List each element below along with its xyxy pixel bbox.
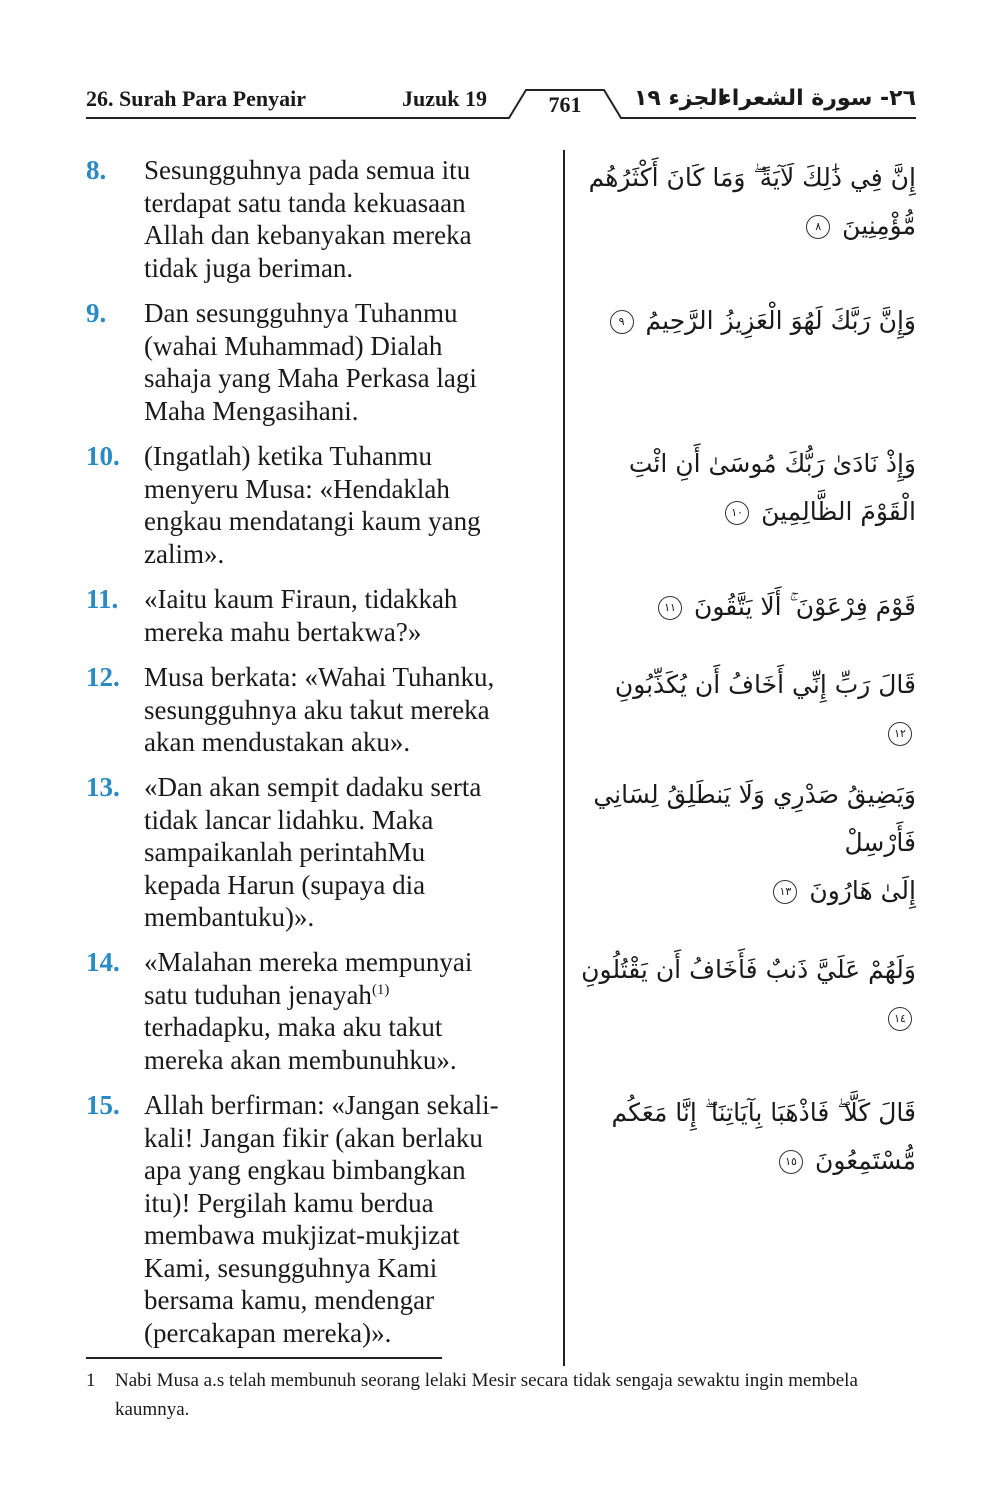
translation-line: kepada Harun (supaya dia — [144, 869, 426, 900]
arabic-line: وَإِنَّ رَبَّكَ لَهُوَ الْعَزِيزُ الرَّحِيمُ — [645, 306, 916, 335]
translation-line: (percakapan mereka)». — [144, 1317, 392, 1348]
verse-end-marker: ١٣ — [773, 880, 797, 904]
translation-line: Kami, sesungguhnya Kami — [144, 1252, 438, 1283]
verse-translation — [144, 440, 549, 570]
verse-arabic — [581, 661, 916, 757]
verse-number: 14. — [86, 947, 120, 977]
translation-line: sesungguhnya aku takut mereka — [144, 694, 490, 725]
translation-line: zalim». — [144, 538, 225, 569]
verse-arabic — [581, 440, 916, 536]
translation-line: Allah berfirman: «Jangan sekali- — [144, 1090, 499, 1120]
verse-arabic — [581, 1089, 916, 1185]
arabic-line: إِلَىٰ هَارُونَ — [809, 876, 916, 905]
translation-line: mereka akan membunuhku». — [144, 1044, 457, 1075]
translation-line: sahaja yang Maha Perkasa lagi — [144, 363, 477, 393]
verse-arabic — [581, 583, 916, 631]
translation-line: mereka mahu bertakwa?» — [144, 616, 422, 647]
translation-line: apa yang engkau bimbangkan — [144, 1155, 466, 1185]
surah-title: 26. Surah Para Penyair — [86, 86, 306, 111]
translation-line: menyeru Musa: «Hendaklah — [144, 473, 450, 504]
translation-line: «Malahan mereka mempunyai — [144, 947, 473, 977]
footnote-number: 1 — [86, 1370, 96, 1391]
verse-end-marker: ١٠ — [725, 501, 749, 525]
translation-line: satu tuduhan jenayah — [144, 979, 372, 1010]
verse-translation — [144, 661, 549, 759]
translation-line: terhadapku, maka aku takut — [144, 1012, 443, 1042]
translation-line: Maha Mengasihani. — [144, 395, 359, 426]
verse-end-marker: ١٤ — [888, 1007, 912, 1031]
verse-arabic — [581, 771, 916, 915]
translation-line: itu)! Pergilah kamu berdua — [144, 1187, 434, 1218]
verse-number: 15. — [86, 1090, 120, 1120]
translation-line: Allah dan kebanyakan mereka — [144, 220, 472, 250]
translation-line: (Ingatlah) ketika Tuhanmu — [144, 441, 432, 471]
translation-line: Sesungguhnya pada semua itu — [144, 155, 471, 185]
translation-line: kali! Jangan fikir (akan berlaku — [144, 1122, 483, 1153]
juz-label-arabic: الجزء ١٩ — [634, 86, 726, 111]
arabic-line: قَوْمَ فِرْعَوْنَ ۚ أَلَا يَتَّقُونَ — [694, 592, 916, 621]
translation-line: Dan sesungguhnya Tuhanmu — [144, 298, 458, 328]
translation-line: tidak juga beriman. — [144, 252, 354, 283]
translation-line: tidak lancar lidahku. Maka — [144, 804, 434, 835]
translation-line: engkau mendatangi kaum yang — [144, 506, 481, 536]
footnote-text: Nabi Musa a.s telah membunuh seorang lelaki Mesir secara tidak sengaja sewaktu ingin membela kaumnya. — [115, 1370, 858, 1420]
verse-arabic — [581, 946, 916, 1042]
verse-translation — [144, 154, 549, 284]
verse-number: 8. — [86, 155, 107, 185]
verse-arabic — [581, 154, 916, 250]
juz-label: Juzuk 19 — [402, 86, 487, 111]
footnote-separator — [86, 1357, 442, 1359]
translation-line: «Iaitu kaum Firaun, tidakkah — [144, 584, 458, 614]
translation-line: Musa berkata: «Wahai Tuhanku, — [144, 662, 495, 692]
page-header — [86, 84, 916, 120]
verse-end-marker: ١٢ — [888, 722, 912, 746]
verse-end-marker: ١٥ — [779, 1150, 803, 1174]
verse-number: 9. — [86, 298, 107, 328]
translation-line: «Dan akan sempit dadaku serta — [144, 772, 482, 802]
verse-translation — [144, 1089, 549, 1349]
translation-line: bersama kamu, mendengar — [144, 1285, 435, 1315]
verse-translation — [144, 946, 549, 1076]
arabic-line: قَالَ كَلَّا ۖ فَاذْهَبَا بِآيَاتِنَا ۖ إِنَّا مَعَكُم — [611, 1098, 916, 1127]
verse-number: 13. — [86, 772, 120, 802]
verse-end-marker: ٩ — [610, 310, 634, 334]
page-number: 761 — [548, 92, 582, 117]
translation-line: akan mendustakan aku». — [144, 727, 411, 757]
verse-number: 10. — [86, 441, 120, 471]
arabic-line: وَإِذْ نَادَىٰ رَبُّكَ مُوسَىٰ أَنِ ائْتِ الْقَوْمَ الظَّالِمِينَ — [628, 449, 916, 526]
verse-end-marker: ١١ — [658, 596, 682, 620]
verse-arabic — [581, 297, 916, 345]
translation-line: (wahai Muhammad) Dialah — [144, 330, 443, 361]
verse-number: 11. — [86, 584, 119, 614]
verse-number: 12. — [86, 662, 120, 692]
arabic-line: إِنَّ فِي ذَٰلِكَ لَآيَةً ۖ وَمَا كَانَ أَكْثَرُهُم مُّؤْمِنِينَ — [588, 163, 916, 240]
arabic-line: وَلَهُمْ عَلَيَّ ذَنبٌ فَأَخَافُ أَن يَقْتُلُونِ — [581, 955, 916, 984]
arabic-line: قَالَ رَبِّ إِنِّي أَخَافُ أَن يُكَذِّبُونِ — [614, 670, 916, 699]
surah-title-arabic: ٢٦- سورة الشعراء — [720, 86, 916, 111]
verse-translation — [144, 297, 549, 427]
verse-translation — [144, 771, 549, 934]
translation-line: membawa mukjizat-mukjizat — [144, 1220, 460, 1250]
arabic-line: مُّسْتَمِعُونَ — [814, 1146, 916, 1175]
arabic-line: وَيَضِيقُ صَدْرِي وَلَا يَنطَلِقُ لِسَانِي فَأَرْسِلْ — [593, 780, 916, 857]
translation-line: membantuku)». — [144, 902, 315, 932]
translation-line: terdapat satu tanda kekuasaan — [144, 187, 466, 218]
translation-line: sampaikanlah perintahMu — [144, 837, 426, 867]
column-divider — [563, 150, 565, 1366]
verse-end-marker: ٨ — [806, 215, 830, 239]
verse-translation — [144, 583, 549, 648]
footnote-ref[interactable]: (1) — [371, 981, 390, 998]
